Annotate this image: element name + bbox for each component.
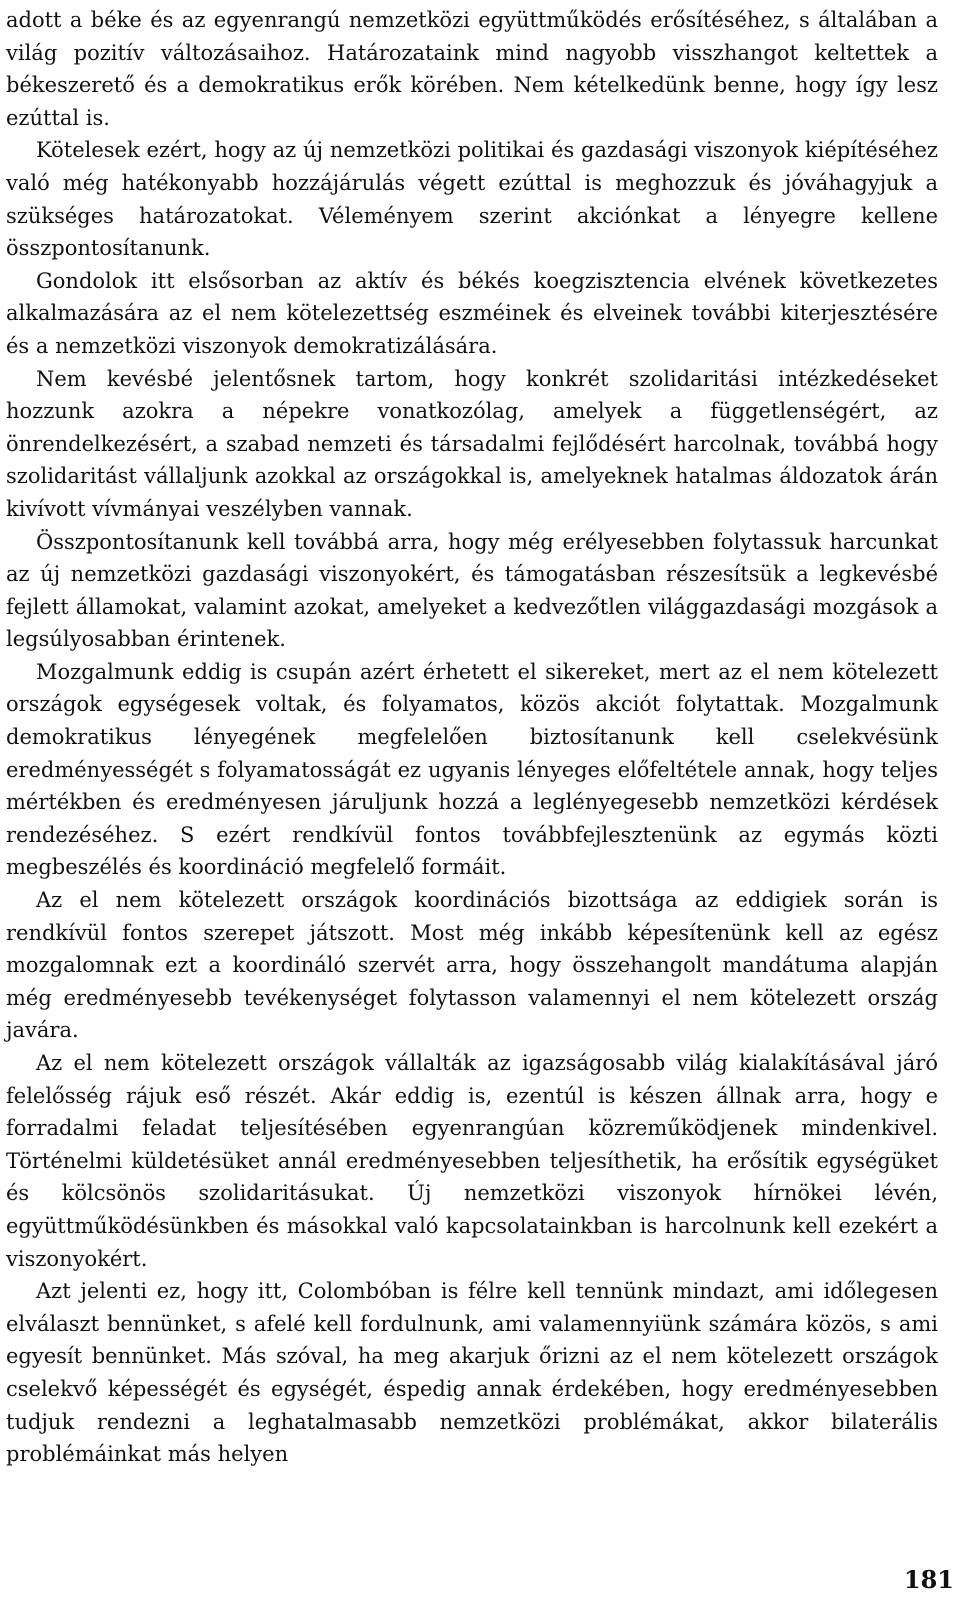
page-number: 181 xyxy=(903,1565,954,1594)
paragraph: Összpontosítanunk kell továbbá arra, hogy még erélyesebben folytassuk harcunkat az új nemzetközi gazdasági viszonyokért, és támogatásban részesítsük a legkevésbé fejlett államokat, valamint azokat, amelyeket a kedvezőtlen világgazdasági mozgások a legsúlyosabban érintenek. xyxy=(6,529,938,652)
paragraph: Gondolok itt elsősorban az aktív és békés koegzisztencia elvének következetes alkalmazására az el nem kötelezettség eszméinek és elveinek további kiterjesztésére és a nemzetközi viszonyok demokratizálására. xyxy=(6,268,938,358)
page-body xyxy=(6,4,938,1471)
paragraph: Mozgalmunk eddig is csupán azért érhetett el sikereket, mert az el nem kötelezett országok egységesek voltak, és folyamatos, közös akciót folytattak. Mozgalmunk demokratikus lényegének megfelelően biztosítanunk kell cselekvésünk eredményességét s folyamatosságát ez ugyanis lényeges előfeltétele annak, hogy teljes mértékben és eredményesen járuljunk hozzá a leglényegesebb nemzetközi kérdések rendezéséhez. S ezért rendkívül fontos továbbfejlesztenünk az egymás közti megbeszélés és koordináció megfelelő formáit. xyxy=(6,659,938,880)
paragraph-continuation: adott a béke és az egyenrangú nemzetközi együttműködés erősítéséhez, s általában a világ pozitív változásaihoz. Határozataink mind nagyobb visszhangot keltettek a békeszerető és a demokratikus erők körében. Nem kételkedünk benne, hogy így lesz ezúttal is. xyxy=(6,8,938,130)
paragraph: Nem kevésbé jelentősnek tartom, hogy konkrét szolidaritási intézkedéseket hozzunk azokra a népekre vonatkozólag, amelyek a függetlenségért, az önrendelkezésért, a szabad nemzeti és társadalmi fejlődésért harcolnak, továbbá hogy szolidaritást vállaljunk azokkal az országokkal is, amelyeknek hatalmas áldozatok árán kivívott vívmányai veszélyben vannak. xyxy=(6,366,938,521)
paragraph: Az el nem kötelezett országok koordinációs bizottsága az eddigiek során is rendkívül fontos szerepet játszott. Most még inkább képesítenünk kell az egész mozgalomnak ezt a koordináló szervét arra, hogy összehangolt mandátuma alapján még eredményesebb tevékenységet folytasson valamennyi el nem kötelezett ország javára. xyxy=(6,888,938,1043)
paragraph: Kötelesek ezért, hogy az új nemzetközi politikai és gazdasági viszonyok kiépítéséhez való még hatékonyabb hozzájárulás végett ezúttal is meghozzuk és jóváhagyjuk a szükséges határozatokat. Véleményem szerint akciónkat a lényegre kellene összpontosítanunk. xyxy=(6,138,938,261)
paragraph: Az el nem kötelezett országok vállalták az igazságosabb világ kialakításával járó felelősség rájuk eső részét. Akár eddig is, ezentúl is készen állnak arra, hogy e forradalmi feladat teljesítésében egyenrangúan közreműködjenek mindenkivel. Történelmi küldetésüket annál eredményesebben teljesíthetik, ha erősítik egységüket és kölcsönös szolidaritásukat. Új nemzetközi viszonyok hírnökei lévén, együttműködésünkben és másokkal való kapcsolatainkban is harcolnunk kell ezekért a viszonyokért. xyxy=(6,1051,938,1271)
paragraph: Azt jelenti ez, hogy itt, Colombóban is félre kell tennünk mindazt, ami időlegesen elválaszt bennünket, s afelé kell fordulnunk, ami valamennyiünk számára közös, s ami egyesít bennünket. Más szóval, ha meg akarjuk őrizni az el nem kötelezett országok cselekvő képességét és egységét, éspedig annak érdekében, hogy eredményesebben tudjuk rendezni a leghatalmasabb nemzetközi problémákat, akkor bilaterális problémáinkat más helyen xyxy=(6,1279,938,1467)
